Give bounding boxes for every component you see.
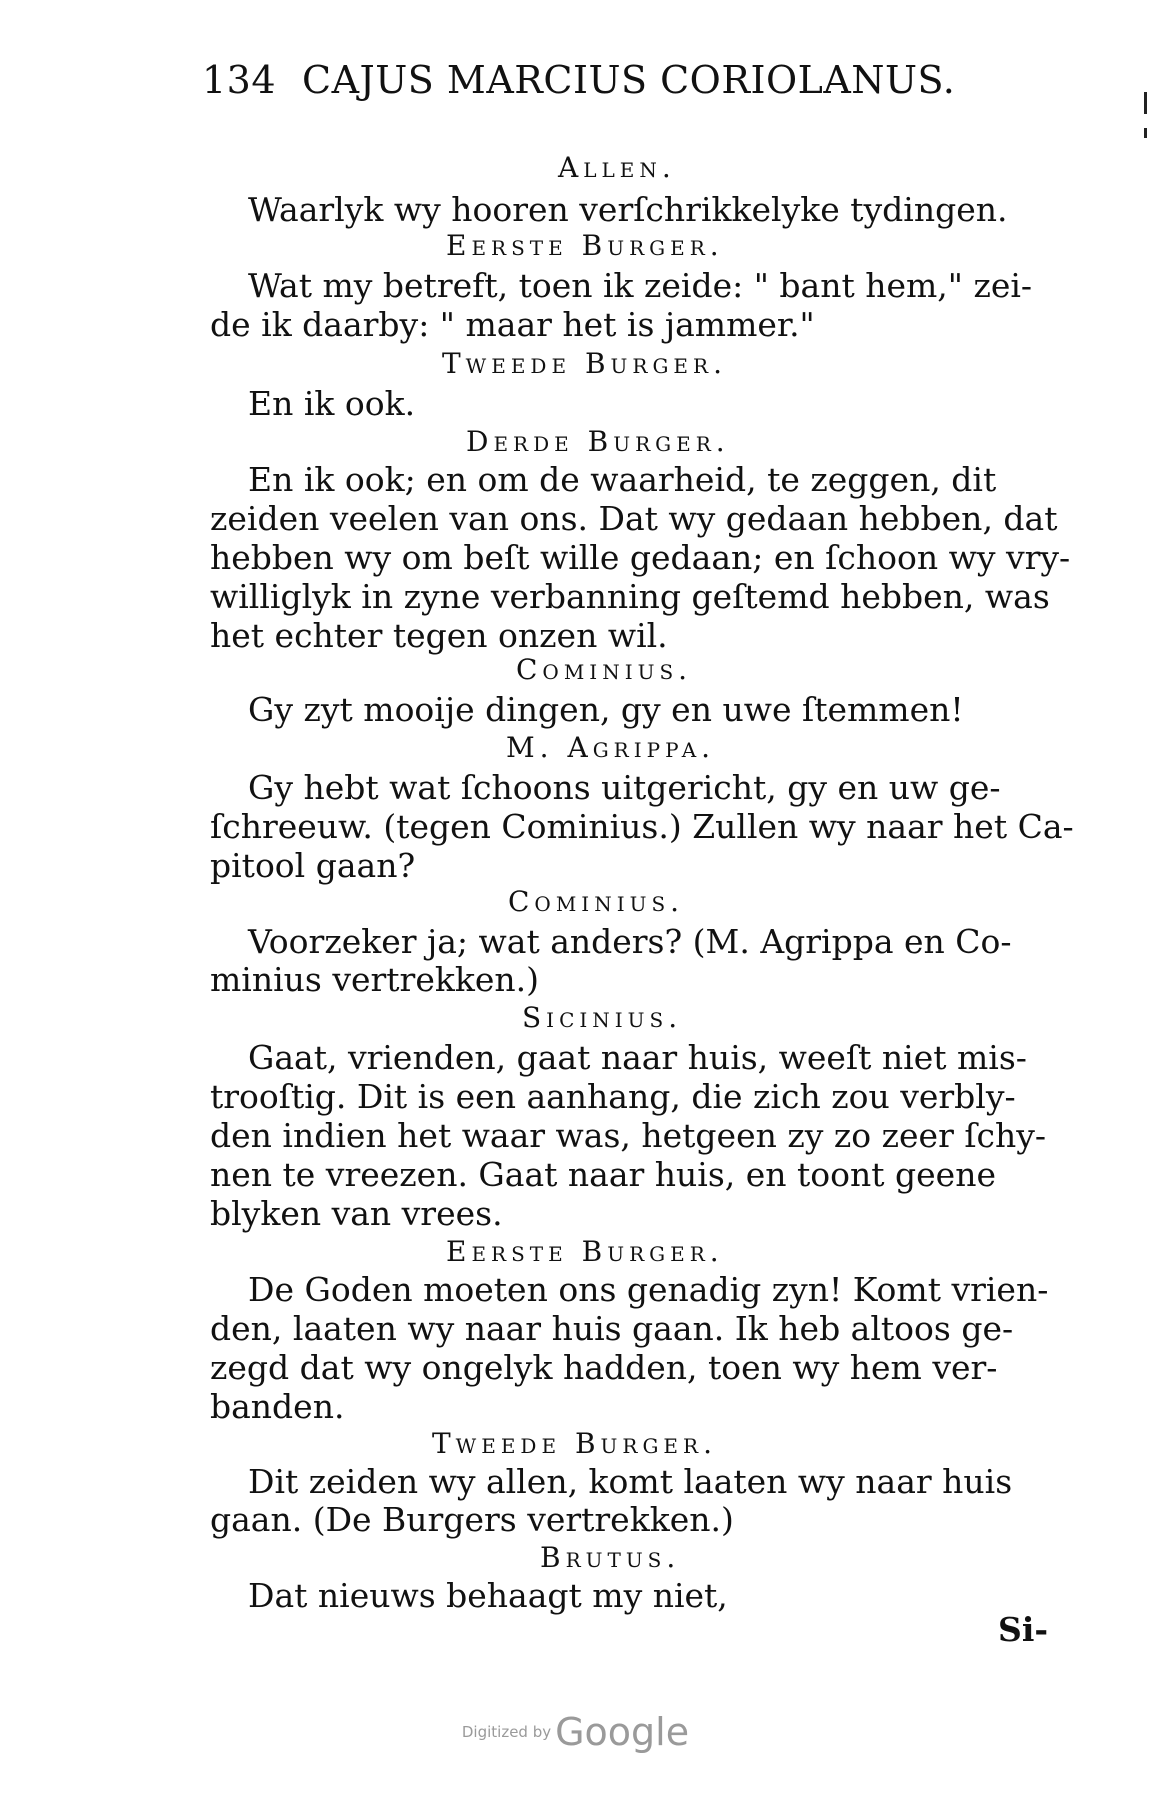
speaker-name: Brutus. bbox=[540, 1541, 681, 1574]
dialogue-line: zeiden veelen van ons. Dat wy gedaan hebben, dat bbox=[210, 499, 1058, 538]
page-number: 134 bbox=[202, 58, 277, 102]
scan-edge-mark bbox=[1144, 128, 1147, 138]
dialogue-line: pitool gaan? bbox=[210, 846, 416, 885]
running-title: CAJUS MARCIUS CORIOLANUS. bbox=[302, 58, 956, 102]
dialogue-line: Waarlyk wy hooren verſchrikkelyke tydingen. bbox=[248, 190, 1008, 229]
dialogue-line: Voorzeker ja; wat anders? (M. Agrippa en Co- bbox=[248, 922, 1012, 961]
dialogue-line: Gy zyt mooije dingen, gy en uwe ſtemmen! bbox=[248, 690, 964, 729]
dialogue-line: de ik daarby: " maar het is jammer." bbox=[210, 305, 815, 344]
catchword: Si- bbox=[998, 1610, 1049, 1649]
dialogue-line: williglyk in zyne verbanning geſtemd hebben, was bbox=[210, 577, 1050, 616]
watermark-prefix: Digitized by bbox=[461, 1723, 552, 1741]
dialogue-line: En ik ook; en om de waarheid, te zeggen, dit bbox=[248, 460, 997, 499]
speaker-name: Eerste Burger. bbox=[446, 1235, 724, 1268]
dialogue-line: gaan. (De Burgers vertrekken.) bbox=[210, 1500, 734, 1539]
dialogue-line: ſchreeuw. (tegen Cominius.) Zullen wy naar het Ca- bbox=[210, 807, 1074, 846]
dialogue-line: Gy hebt wat ſchoons uitgericht, gy en uw ge- bbox=[248, 768, 1001, 807]
dialogue-line: den, laaten wy naar huis gaan. Ik heb altoos ge- bbox=[210, 1309, 1014, 1348]
speaker-name: Allen. bbox=[558, 151, 676, 184]
dialogue-line: De Goden moeten ons genadig zyn! Komt vrien- bbox=[248, 1270, 1049, 1309]
dialogue-line: En ik ook. bbox=[248, 384, 416, 423]
dialogue-line: Wat my betreft, toen ik zeide: " bant hem," zei- bbox=[248, 266, 1033, 305]
speaker-name: Derde Burger. bbox=[466, 425, 730, 458]
speaker-name: Sicinius. bbox=[522, 1001, 683, 1034]
dialogue-line: banden. bbox=[210, 1387, 345, 1426]
dialogue-line: nen te vreezen. Gaat naar huis, en toont geene bbox=[210, 1155, 996, 1194]
speaker-name: M. Agrippa. bbox=[506, 731, 716, 764]
digitized-watermark bbox=[0, 1710, 1151, 1754]
dialogue-line: Dat nieuws behaagt my niet, bbox=[248, 1576, 728, 1615]
dialogue-line: minius vertrekken.) bbox=[210, 960, 539, 999]
speaker-name: Cominius. bbox=[516, 653, 693, 686]
speaker-name: Eerste Burger. bbox=[446, 229, 724, 262]
dialogue-line: blyken van vrees. bbox=[210, 1194, 503, 1233]
dialogue-line: hebben wy om beſt wille gedaan; en ſchoon wy vry- bbox=[210, 538, 1071, 577]
watermark-brand: Google bbox=[555, 1710, 690, 1754]
speaker-name: Tweede Burger. bbox=[442, 347, 727, 380]
dialogue-line: zegd dat wy ongelyk hadden, toen wy hem ver- bbox=[210, 1348, 998, 1387]
dialogue-line: den indien het waar was, hetgeen zy zo zeer ſchy- bbox=[210, 1116, 1047, 1155]
dialogue-line: trooſtig. Dit is een aanhang, die zich zou verbly- bbox=[210, 1077, 1016, 1116]
scan-edge-mark bbox=[1144, 92, 1147, 114]
dialogue-line: het echter tegen onzen wil. bbox=[210, 616, 668, 655]
dialogue-line: Dit zeiden wy allen, komt laaten wy naar huis bbox=[248, 1462, 1013, 1501]
speaker-name: Tweede Burger. bbox=[432, 1427, 717, 1460]
running-header bbox=[202, 58, 955, 102]
dialogue-line: Gaat, vrienden, gaat naar huis, weeſt niet mis- bbox=[248, 1038, 1027, 1077]
speaker-name: Cominius. bbox=[508, 885, 685, 918]
